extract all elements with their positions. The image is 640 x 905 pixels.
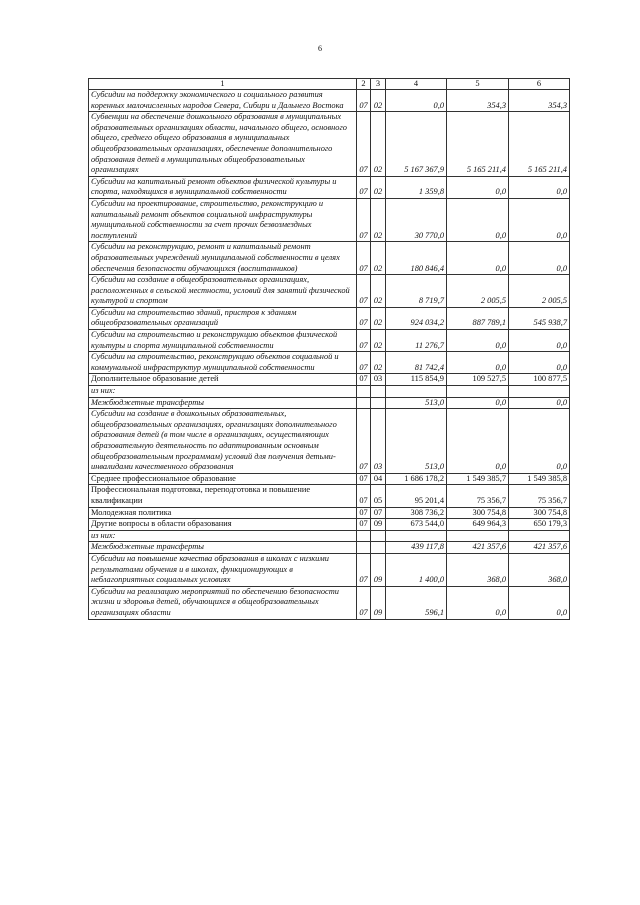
subsection-code-cell: 02 xyxy=(371,242,386,275)
section-code-cell: 07 xyxy=(357,330,371,352)
table-row xyxy=(89,586,570,619)
amount-col4-cell: 115 854,9 xyxy=(386,374,447,386)
header-cell: 4 xyxy=(386,79,447,90)
subsection-code-cell: 02 xyxy=(371,352,386,374)
row-name-cell: Субвенции на обеспечение дошкольного образования в муниципальных образовательных организациях области, начального общего, основного общего, среднего общего образования в муниципальных общеобразовательных организациях, обеспечение дополнительного образования детей в муниципальных общеобразовательных организациях xyxy=(89,112,357,177)
subsection-code-cell xyxy=(371,397,386,409)
section-code-cell: 07 xyxy=(357,112,371,177)
header-cell: 5 xyxy=(447,79,509,90)
section-code-cell: 07 xyxy=(357,176,371,198)
amount-col5-cell xyxy=(447,386,509,398)
row-name-cell: Субсидии на реконструкцию, ремонт и капитальный ремонт образовательных учреждений муниципальной собственности в целях обеспечения безопасности обучающихся (воспитанников) xyxy=(89,242,357,275)
subsection-code-cell: 02 xyxy=(371,176,386,198)
table-row xyxy=(89,112,570,177)
amount-col5-cell: 2 005,5 xyxy=(447,275,509,308)
amount-col5-cell: 421 357,6 xyxy=(447,542,509,554)
table-row xyxy=(89,275,570,308)
amount-col6-cell: 650 179,3 xyxy=(509,519,570,531)
row-name-cell: из них: xyxy=(89,530,357,542)
amount-col6-cell: 5 165 211,4 xyxy=(509,112,570,177)
row-name-cell: Субсидии на повышение качества образования в школах с низкими результатами обучения и в школах, функционирующих в неблагоприятных социальных условиях xyxy=(89,553,357,586)
row-name-cell: Субсидии на капитальный ремонт объектов физической культуры и спорта, находящихся в муниципальной собственности xyxy=(89,176,357,198)
amount-col5-cell: 0,0 xyxy=(447,352,509,374)
row-name-cell: Субсидии на строительство, реконструкцию объектов социальной и коммунальной инфраструктур муниципальной собственности xyxy=(89,352,357,374)
table-row xyxy=(89,542,570,554)
section-code-cell xyxy=(357,530,371,542)
amount-col4-cell: 30 770,0 xyxy=(386,198,447,241)
section-code-cell: 07 xyxy=(357,90,371,112)
amount-col4-cell xyxy=(386,386,447,398)
header-cell: 6 xyxy=(509,79,570,90)
subsection-code-cell: 09 xyxy=(371,586,386,619)
section-code-cell: 07 xyxy=(357,275,371,308)
subsection-code-cell xyxy=(371,530,386,542)
amount-col5-cell: 109 527,5 xyxy=(447,374,509,386)
amount-col6-cell: 75 356,7 xyxy=(509,485,570,507)
section-code-cell: 07 xyxy=(357,409,371,474)
amount-col5-cell: 5 165 211,4 xyxy=(447,112,509,177)
section-code-cell xyxy=(357,386,371,398)
amount-col6-cell: 545 938,7 xyxy=(509,307,570,329)
amount-col6-cell: 354,3 xyxy=(509,90,570,112)
table-row xyxy=(89,198,570,241)
amount-col6-cell xyxy=(509,530,570,542)
row-name-cell: Межбюджетные трансферты xyxy=(89,397,357,409)
row-name-cell: из них: xyxy=(89,386,357,398)
amount-col6-cell: 0,0 xyxy=(509,176,570,198)
row-name-cell: Субсидии на проектирование, строительство, реконструкцию и капитальный ремонт объектов социальной инфраструктуры муниципальной собственности за счет прочих безвозмездных поступлений xyxy=(89,198,357,241)
amount-col6-cell xyxy=(509,386,570,398)
section-code-cell: 07 xyxy=(357,507,371,519)
amount-col4-cell: 1 359,8 xyxy=(386,176,447,198)
table-row xyxy=(89,176,570,198)
table-row xyxy=(89,352,570,374)
subsection-code-cell: 02 xyxy=(371,275,386,308)
subsection-code-cell: 04 xyxy=(371,473,386,485)
amount-col6-cell: 0,0 xyxy=(509,352,570,374)
amount-col6-cell: 421 357,6 xyxy=(509,542,570,554)
amount-col5-cell: 0,0 xyxy=(447,397,509,409)
amount-col6-cell: 0,0 xyxy=(509,586,570,619)
amount-col4-cell: 95 201,4 xyxy=(386,485,447,507)
amount-col5-cell: 368,0 xyxy=(447,553,509,586)
row-name-cell: Межбюджетные трансферты xyxy=(89,542,357,554)
section-code-cell: 07 xyxy=(357,198,371,241)
amount-col5-cell: 887 789,1 xyxy=(447,307,509,329)
amount-col5-cell: 0,0 xyxy=(447,586,509,619)
subsection-code-cell: 02 xyxy=(371,112,386,177)
table-row xyxy=(89,409,570,474)
row-name-cell: Молодежная политика xyxy=(89,507,357,519)
row-name-cell: Субсидии на поддержку экономического и социального развития коренных малочисленных народов Севера, Сибири и Дальнего Востока xyxy=(89,90,357,112)
row-name-cell: Профессиональная подготовка, переподготовка и повышение квалификации xyxy=(89,485,357,507)
amount-col6-cell: 368,0 xyxy=(509,553,570,586)
row-name-cell: Субсидии на создание в общеобразовательных организациях, расположенных в сельской местности, условий для занятий физической культурой и спортом xyxy=(89,275,357,308)
amount-col4-cell: 513,0 xyxy=(386,409,447,474)
amount-col6-cell: 300 754,8 xyxy=(509,507,570,519)
section-code-cell: 07 xyxy=(357,553,371,586)
table-row xyxy=(89,90,570,112)
row-name-cell: Субсидии на реализацию мероприятий по обеспечению безопасности жизни и здоровья детей, обучающихся в общеобразовательных организациях области xyxy=(89,586,357,619)
amount-col5-cell: 649 964,3 xyxy=(447,519,509,531)
amount-col4-cell: 81 742,4 xyxy=(386,352,447,374)
amount-col5-cell: 1 549 385,7 xyxy=(447,473,509,485)
section-code-cell: 07 xyxy=(357,307,371,329)
amount-col6-cell: 2 005,5 xyxy=(509,275,570,308)
subsection-code-cell: 02 xyxy=(371,330,386,352)
amount-col4-cell: 1 686 178,2 xyxy=(386,473,447,485)
header-cell: 2 xyxy=(357,79,371,90)
amount-col6-cell: 100 877,5 xyxy=(509,374,570,386)
table-row xyxy=(89,530,570,542)
amount-col5-cell: 75 356,7 xyxy=(447,485,509,507)
amount-col5-cell: 0,0 xyxy=(447,409,509,474)
row-name-cell: Субсидии на создание в дошкольных образовательных, общеобразовательных организациях, организациях дополнительного образования детей (в том числе в организациях, осуществляющих образовательную деятельность по адаптированным основным общеобразовательным программам) условий для получения детьми-инвалидами качественного образования xyxy=(89,409,357,474)
amount-col4-cell: 0,0 xyxy=(386,90,447,112)
table-row xyxy=(89,386,570,398)
row-name-cell: Субсидии на строительство зданий, пристроя к зданиям общеобразовательных организаций xyxy=(89,307,357,329)
table-row xyxy=(89,519,570,531)
table-row xyxy=(89,307,570,329)
amount-col4-cell xyxy=(386,530,447,542)
table-row xyxy=(89,397,570,409)
amount-col4-cell: 308 736,2 xyxy=(386,507,447,519)
amount-col4-cell: 513,0 xyxy=(386,397,447,409)
row-name-cell: Дополнительное образование детей xyxy=(89,374,357,386)
amount-col6-cell: 1 549 385,8 xyxy=(509,473,570,485)
subsection-code-cell: 03 xyxy=(371,374,386,386)
subsection-code-cell: 09 xyxy=(371,553,386,586)
amount-col6-cell: 0,0 xyxy=(509,409,570,474)
amount-col4-cell: 11 276,7 xyxy=(386,330,447,352)
table-row xyxy=(89,374,570,386)
subsection-code-cell: 02 xyxy=(371,90,386,112)
amount-col6-cell: 0,0 xyxy=(509,397,570,409)
subsection-code-cell: 03 xyxy=(371,409,386,474)
amount-col5-cell: 0,0 xyxy=(447,176,509,198)
amount-col4-cell: 180 846,4 xyxy=(386,242,447,275)
table-row xyxy=(89,485,570,507)
section-code-cell: 07 xyxy=(357,242,371,275)
row-name-cell: Среднее профессиональное образование xyxy=(89,473,357,485)
budget-table xyxy=(88,78,570,620)
amount-col6-cell: 0,0 xyxy=(509,330,570,352)
section-code-cell xyxy=(357,542,371,554)
subsection-code-cell xyxy=(371,542,386,554)
amount-col4-cell: 673 544,0 xyxy=(386,519,447,531)
amount-col4-cell: 8 719,7 xyxy=(386,275,447,308)
table-row xyxy=(89,507,570,519)
amount-col6-cell: 0,0 xyxy=(509,198,570,241)
table-row xyxy=(89,473,570,485)
amount-col5-cell: 300 754,8 xyxy=(447,507,509,519)
page-number: 6 xyxy=(318,44,322,53)
subsection-code-cell: 07 xyxy=(371,507,386,519)
amount-col5-cell: 0,0 xyxy=(447,242,509,275)
row-name-cell: Другие вопросы в области образования xyxy=(89,519,357,531)
amount-col4-cell: 596,1 xyxy=(386,586,447,619)
subsection-code-cell: 02 xyxy=(371,198,386,241)
header-cell: 3 xyxy=(371,79,386,90)
amount-col5-cell: 0,0 xyxy=(447,330,509,352)
section-code-cell: 07 xyxy=(357,352,371,374)
section-code-cell xyxy=(357,397,371,409)
table-row xyxy=(89,553,570,586)
subsection-code-cell xyxy=(371,386,386,398)
table-row xyxy=(89,330,570,352)
amount-col5-cell xyxy=(447,530,509,542)
amount-col5-cell: 354,3 xyxy=(447,90,509,112)
subsection-code-cell: 02 xyxy=(371,307,386,329)
subsection-code-cell: 05 xyxy=(371,485,386,507)
section-code-cell: 07 xyxy=(357,586,371,619)
amount-col6-cell: 0,0 xyxy=(509,242,570,275)
amount-col4-cell: 439 117,8 xyxy=(386,542,447,554)
section-code-cell: 07 xyxy=(357,374,371,386)
row-name-cell: Субсидии на строительство и реконструкцию объектов физической культуры и спорта муниципальной собственности xyxy=(89,330,357,352)
amount-col4-cell: 1 400,0 xyxy=(386,553,447,586)
header-cell: 1 xyxy=(89,79,357,90)
section-code-cell: 07 xyxy=(357,519,371,531)
subsection-code-cell: 09 xyxy=(371,519,386,531)
table-header-row xyxy=(89,79,570,90)
amount-col4-cell: 924 034,2 xyxy=(386,307,447,329)
amount-col4-cell: 5 167 367,9 xyxy=(386,112,447,177)
section-code-cell: 07 xyxy=(357,485,371,507)
amount-col5-cell: 0,0 xyxy=(447,198,509,241)
table-row xyxy=(89,242,570,275)
section-code-cell: 07 xyxy=(357,473,371,485)
